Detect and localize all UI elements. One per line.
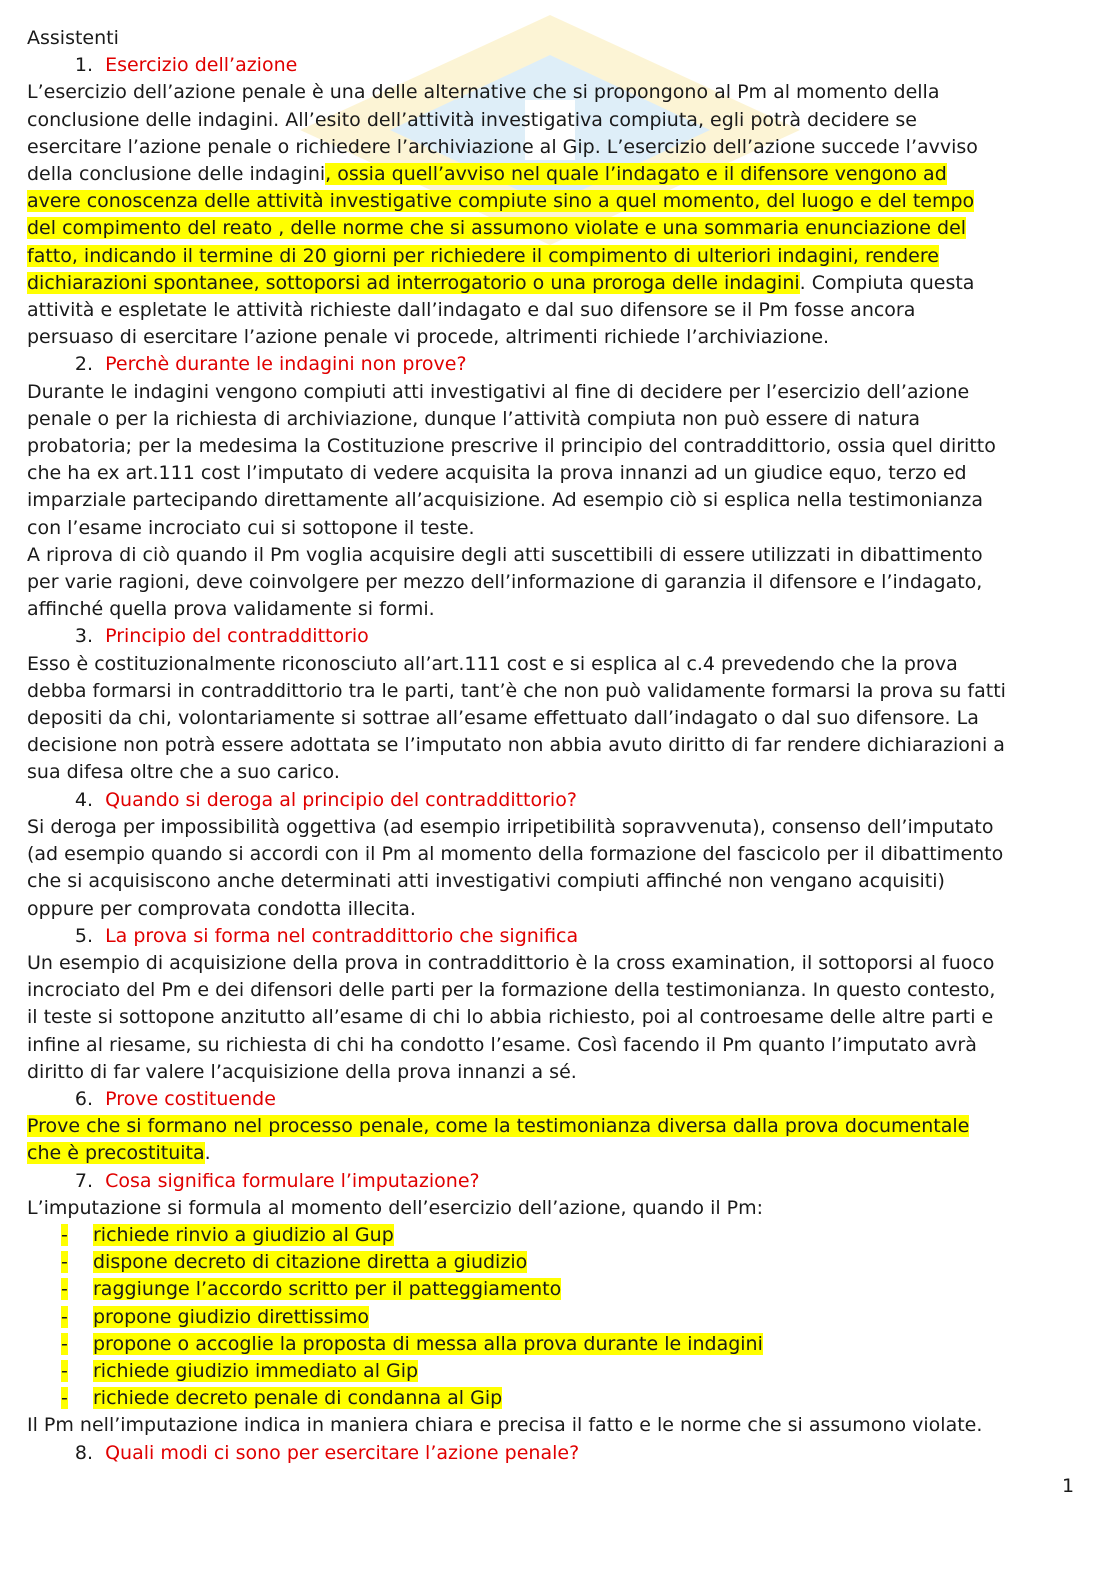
question-number: 7.: [74, 1169, 93, 1192]
question-number: 3.: [74, 625, 93, 648]
text-segment: che ha ex art.111 cost l’imputato di vedere acquisita la prova innanzi ad un giudice equo, terzo ed: [27, 462, 967, 485]
bullet-text: propone o accoglie la proposta di messa alla prova durante le indagini: [93, 1332, 763, 1355]
text-segment: Il Pm nell’imputazione indica in maniera chiara e precisa il fatto e le norme che si assumono violate.: [27, 1414, 983, 1437]
paragraph-line: [27, 732, 1087, 759]
section-8: [27, 1440, 1087, 1467]
text-segment: imparziale partecipando direttamente all’acquisizione. Ad esempio ciò si esplica nella testimonianza: [27, 489, 984, 512]
bullet-marker: -: [61, 1305, 68, 1328]
question-number: 1.: [74, 54, 93, 77]
document-page: [27, 25, 1087, 1467]
text-segment: incrociato del Pm e dei difensori delle parti per la formazione della testimonianza. In questo contesto,: [27, 979, 996, 1002]
section-6: [27, 1086, 1087, 1168]
section-7: [27, 1168, 1087, 1440]
text-segment: Durante le indagini vengono compiuti atti investigativi al fine di decidere per l’esercizio dell’azione: [27, 380, 970, 403]
paragraph-line: [27, 651, 1087, 678]
bullet-dash: [27, 1385, 93, 1412]
highlighted-text: che è precostituita: [27, 1142, 205, 1165]
text-segment: della conclusione delle indagini: [27, 163, 326, 186]
paragraph-line: [27, 188, 1087, 215]
question-heading: [27, 923, 1087, 950]
question-text: Prove costituende: [105, 1087, 276, 1110]
bullet-dash: [27, 1304, 93, 1331]
question-heading: [27, 351, 1087, 378]
paragraph-line: [27, 814, 1087, 841]
paragraph-line: [27, 215, 1087, 242]
paragraph-line: [27, 868, 1087, 895]
text-segment: L’esercizio dell’azione penale è una delle alternative che si propongono al Pm al momento della: [27, 81, 940, 104]
page-number: 1: [1062, 1475, 1075, 1497]
highlighted-text: Prove che si formano nel processo penale, come la testimonianza diversa dalla prova documentale: [27, 1115, 970, 1138]
paragraph-line: [27, 460, 1087, 487]
paragraph-line: [27, 705, 1087, 732]
text-segment: penale o per la richiesta di archiviazione, dunque l’attività compiuta non può essere di natura: [27, 407, 920, 430]
paragraph-line: [27, 1195, 1087, 1222]
paragraph-line: [27, 487, 1087, 514]
question-text: Quando si deroga al principio del contraddittorio?: [105, 788, 577, 811]
text-segment: decisione non potrà essere adottata se l’imputato non abbia avuto diritto di far rendere dichiarazioni a: [27, 734, 1005, 757]
bullet-item: [27, 1222, 1087, 1249]
text-segment: A riprova di ciò quando il Pm voglia acquisire degli atti suscettibili di essere utilizzati in dibattimento: [27, 543, 983, 566]
question-heading: [27, 623, 1087, 650]
question-number: 8.: [74, 1441, 93, 1464]
bullet-marker: -: [61, 1251, 68, 1274]
text-segment: depositi da chi, volontariamente si sottrae all’esame effettuato dall’indagato o dal suo difensore. La: [27, 707, 979, 730]
paragraph-line: [27, 759, 1087, 786]
text-segment: probatoria; per la medesima la Costituzione prescrive il principio del contraddittorio, ossia quel diritto: [27, 435, 996, 458]
paragraph-line: [27, 406, 1087, 433]
paragraph-line: [27, 1059, 1087, 1086]
section-3: [27, 623, 1087, 786]
paragraph-line: [27, 1004, 1087, 1031]
text-segment: esercitare l’azione penale o richiedere l’archiviazione al Gip. L’esercizio dell’azione succede l’avviso: [27, 135, 978, 158]
bullet-item: [27, 1304, 1087, 1331]
section-5: [27, 923, 1087, 1086]
highlighted-text: dichiarazioni spontanee, sottoporsi ad interrogatorio o una proroga delle indagini: [27, 271, 800, 294]
section-4: [27, 787, 1087, 923]
bullet-marker: -: [61, 1359, 68, 1382]
section-1: [27, 52, 1087, 351]
paragraph-line: [27, 107, 1087, 134]
question-text: Perchè durante le indagini non prove?: [105, 353, 467, 376]
text-segment: attività e espletate le attività richieste dall’indagato e dal suo difensore se il Pm fosse ancora: [27, 299, 916, 322]
question-text: La prova si forma nel contraddittorio che significa: [105, 924, 579, 947]
paragraph-line: [27, 678, 1087, 705]
bullet-text: richiede rinvio a giudizio al Gup: [93, 1223, 394, 1246]
question-heading: [27, 52, 1087, 79]
bullet-item: [27, 1276, 1087, 1303]
document-title: Assistenti: [27, 27, 119, 49]
bullet-dash: [27, 1331, 93, 1358]
highlighted-text: del compimento del reato , delle norme che si assumono violate e una sommaria enunciazione del: [27, 217, 967, 240]
text-segment: che si acquisiscono anche determinati atti investigativi compiuti affinché non vengano acquisiti): [27, 870, 945, 893]
paragraph-line: [27, 950, 1087, 977]
paragraph-line: [27, 515, 1087, 542]
bullet-item: [27, 1358, 1087, 1385]
bullet-dash: [27, 1358, 93, 1385]
text-segment: . Compiuta questa: [799, 271, 975, 294]
paragraph-line: [27, 896, 1087, 923]
bullet-text: raggiunge l’accordo scritto per il patteggiamento: [93, 1278, 562, 1301]
text-segment: .: [204, 1142, 211, 1165]
bullet-text: dispone decreto di citazione diretta a giudizio: [93, 1251, 528, 1274]
text-segment: persuaso di esercitare l’azione penale vi procede, altrimenti richiede l’archiviazione.: [27, 326, 830, 349]
text-segment: il teste si sottopone anzitutto all’esame di chi lo abbia richiesto, poi al controesame delle altre parti e: [27, 1006, 994, 1029]
paragraph-line: [27, 542, 1087, 569]
question-heading: [27, 1086, 1087, 1113]
question-heading: [27, 1440, 1087, 1467]
paragraph-line: [27, 297, 1087, 324]
paragraph-line: [27, 379, 1087, 406]
text-segment: per varie ragioni, deve coinvolgere per mezzo dell’informazione di garanzia il difensore e l’indagato,: [27, 571, 983, 594]
text-segment: L’imputazione si formula al momento dell’esercizio dell’azione, quando il Pm:: [27, 1196, 764, 1219]
document-body: [27, 52, 1087, 1467]
text-segment: sua difesa oltre che a suo carico.: [27, 761, 340, 784]
text-segment: Si deroga per impossibilità oggettiva (ad esempio irripetibilità sopravvenuta), consenso dell’imputato: [27, 815, 994, 838]
text-segment: Esso è costituzionalmente riconosciuto all’art.111 cost e si esplica al c.4 prevedendo che la prova: [27, 652, 958, 675]
bullet-marker: -: [61, 1387, 68, 1410]
paragraph-line: [27, 433, 1087, 460]
bullet-item: [27, 1331, 1087, 1358]
paragraph-line: [27, 79, 1087, 106]
text-segment: (ad esempio quando si accordi con il Pm al momento della formazione del fascicolo per il dibattimento: [27, 843, 1004, 866]
bullet-text: richiede giudizio immediato al Gip: [93, 1359, 419, 1382]
bullet-item: [27, 1249, 1087, 1276]
bullet-marker: -: [61, 1332, 68, 1355]
highlighted-text: , ossia quell’avviso nel quale l’indagato e il difensore vengono ad: [325, 163, 947, 186]
bullet-item: [27, 1385, 1087, 1412]
paragraph-line: [27, 1412, 1087, 1439]
question-number: 6.: [74, 1087, 93, 1110]
question-heading: [27, 1168, 1087, 1195]
paragraph-line: [27, 569, 1087, 596]
paragraph-line: [27, 270, 1087, 297]
paragraph-line: [27, 1140, 1087, 1167]
text-segment: con l’esame incrociato cui si sottopone il teste.: [27, 516, 475, 539]
question-heading: [27, 787, 1087, 814]
question-number: 2.: [74, 353, 93, 376]
question-text: Quali modi ci sono per esercitare l’azione penale?: [105, 1441, 580, 1464]
question-text: Esercizio dell’azione: [105, 54, 298, 77]
bullet-text: richiede decreto penale di condanna al Gip: [93, 1387, 503, 1410]
paragraph-line: [27, 134, 1087, 161]
paragraph-line: [27, 596, 1087, 623]
bullet-text: propone giudizio direttissimo: [93, 1305, 369, 1328]
question-number: 5.: [74, 924, 93, 947]
paragraph-line: [27, 243, 1087, 270]
text-segment: oppure per comprovata condotta illecita.: [27, 897, 416, 920]
paragraph-line: [27, 161, 1087, 188]
paragraph-line: [27, 841, 1087, 868]
bullet-marker: -: [61, 1223, 68, 1246]
highlighted-text: avere conoscenza delle attività investigative compiute sino a quel momento, del luogo e del tempo: [27, 190, 975, 213]
question-text: Cosa significa formulare l’imputazione?: [105, 1169, 480, 1192]
paragraph-line: [27, 324, 1087, 351]
bullet-dash: [27, 1222, 93, 1249]
question-text: Principio del contraddittorio: [105, 625, 369, 648]
paragraph-line: [27, 1113, 1087, 1140]
paragraph-line: [27, 977, 1087, 1004]
text-segment: debba formarsi in contraddittorio tra le parti, tant’è che non può validamente formarsi la prova su fatti: [27, 679, 1006, 702]
bullet-dash: [27, 1276, 93, 1303]
highlighted-text: fatto, indicando il termine di 20 giorni per richiedere il compimento di ulteriori indagini, rendere: [27, 244, 939, 267]
text-segment: affinché quella prova validamente si formi.: [27, 598, 435, 621]
bullet-dash: [27, 1249, 93, 1276]
text-segment: Un esempio di acquisizione della prova in contraddittorio è la cross examination, il sottoporsi al fuoco: [27, 951, 995, 974]
section-2: [27, 351, 1087, 623]
paragraph-line: [27, 1032, 1087, 1059]
question-number: 4.: [74, 788, 93, 811]
text-segment: conclusione delle indagini. All’esito dell’attività investigativa compiuta, egli potrà decidere se: [27, 108, 917, 131]
text-segment: infine al riesame, su richiesta di chi ha condotto l’esame. Così facendo il Pm quanto l’imputato avrà: [27, 1033, 977, 1056]
bullet-marker: -: [61, 1278, 68, 1301]
text-segment: diritto di far valere l’acquisizione della prova innanzi a sé.: [27, 1060, 577, 1083]
